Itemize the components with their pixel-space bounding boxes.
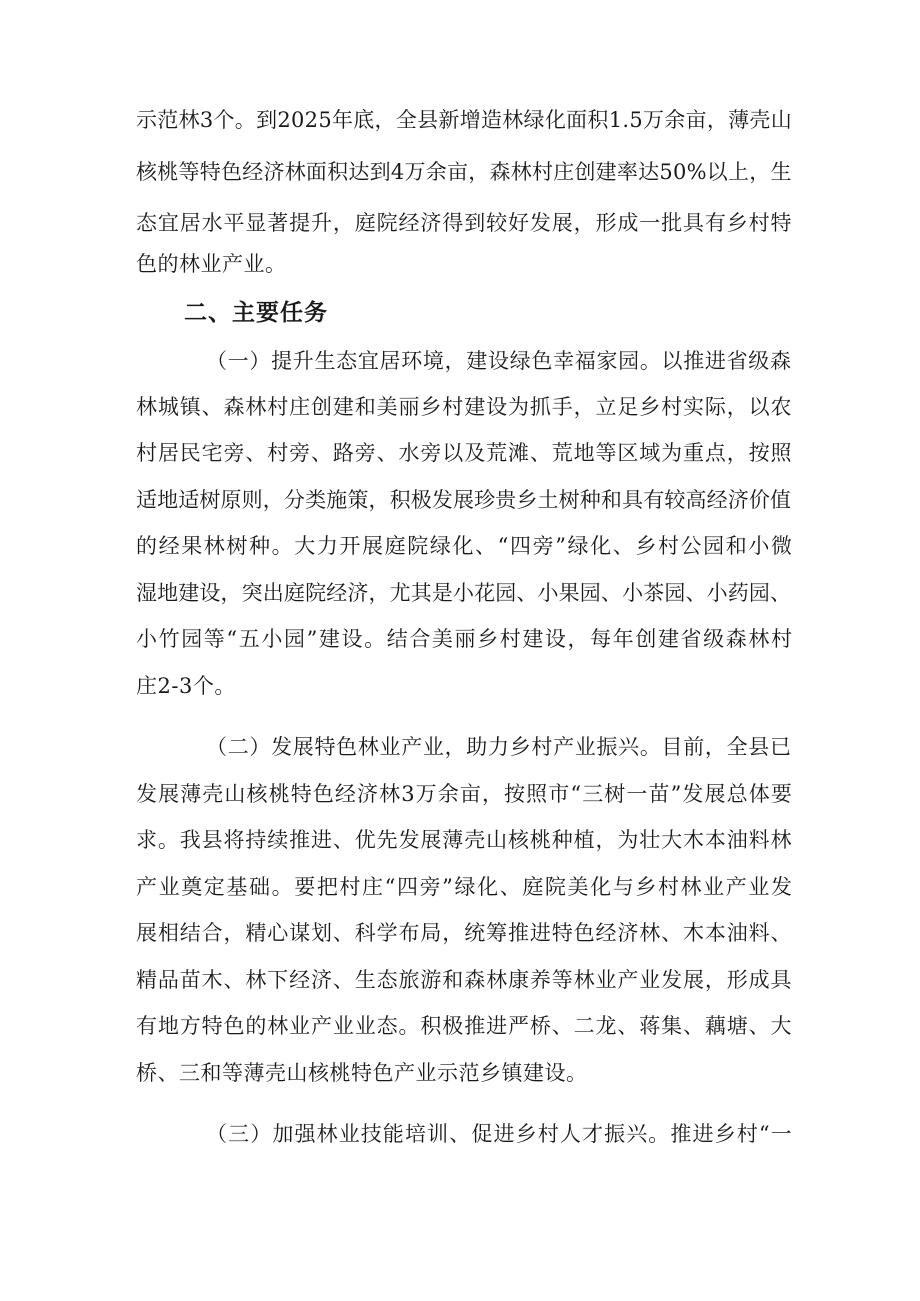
paragraph-2-line-6: 湿地建设，突出庭院经济，尤其是小花园、小果园、小茶园、小药园、	[136, 581, 792, 605]
paragraph-3-line-8: 桥、三和等薄壳山核桃特色产业示范乡镇建设。	[136, 1061, 588, 1085]
paragraph-3-line-7: 有地方特色的林业产业业态。积极推进严桥、二龙、蒋集、藕塘、大	[136, 1014, 793, 1038]
paragraph-1-line-3: 态宜居水平显著提升，庭院经济得到较好发展，形成一批具有乡村特	[136, 211, 793, 235]
paragraph-2-line-8: 庄2-3个。	[136, 674, 236, 698]
paragraph-4-line-1: （三）加强林业技能培训、促进乡村人才振兴。推进乡村“一	[206, 1122, 793, 1146]
paragraph-3-line-3: 求。我县将持续推进、优先发展薄壳山核桃种植，为壮大木本油料林	[136, 828, 793, 852]
paragraph-3-line-4: 产业奠定基础。要把村庄“四旁”绿化、庭院美化与乡村林业产业发	[136, 875, 794, 899]
paragraph-1-line-2: 核桃等特色经济林面积达到4万余亩，森林村庄创建率达50%以上，生	[136, 160, 792, 184]
paragraph-2-line-2: 林城镇、森林村庄创建和美丽乡村建设为抓手，立足乡村实际，以农	[136, 395, 793, 419]
section-heading: 二、主要任务	[184, 300, 328, 326]
paragraph-3-line-2: 发展薄壳山核桃特色经济林3万余亩，按照市“三树一苗”发展总体要	[136, 782, 793, 806]
paragraph-2-line-7: 小竹园等“五小园”建设。结合美丽乡村建设，每年创建省级森林村	[136, 627, 794, 651]
paragraph-3-line-6: 精品苗木、林下经济、生态旅游和森林康养等林业产业发展，形成具	[136, 968, 793, 992]
paragraph-2-line-4: 适地适树原则，分类施策，积极发展珍贵乡土树种和具有较高经济价值	[136, 488, 792, 512]
paragraph-1-line-1: 示范林3个。到2025年底，全县新增造林绿化面积1.5万余亩，薄壳山	[136, 108, 792, 132]
paragraph-2-line-5: 的经果林树种。大力开展庭院绿化、“四旁”绿化、乡村公园和小微	[136, 534, 794, 558]
paragraph-2-line-3: 村居民宅旁、村旁、路旁、水旁以及荒滩、荒地等区域为重点，按照	[136, 441, 793, 465]
paragraph-3-line-1: （二）发展特色林业产业，助力乡村产业振兴。目前，全县已	[206, 735, 792, 759]
paragraph-2-line-1: （一）提升生态宜居环境，建设绿色幸福家园。以推进省级森	[206, 349, 792, 373]
paragraph-3-line-5: 展相结合，精心谋划、科学布局，统筹推进特色经济林、木本油料、	[136, 921, 793, 945]
paragraph-1-line-4: 色的林业产业。	[136, 252, 287, 276]
